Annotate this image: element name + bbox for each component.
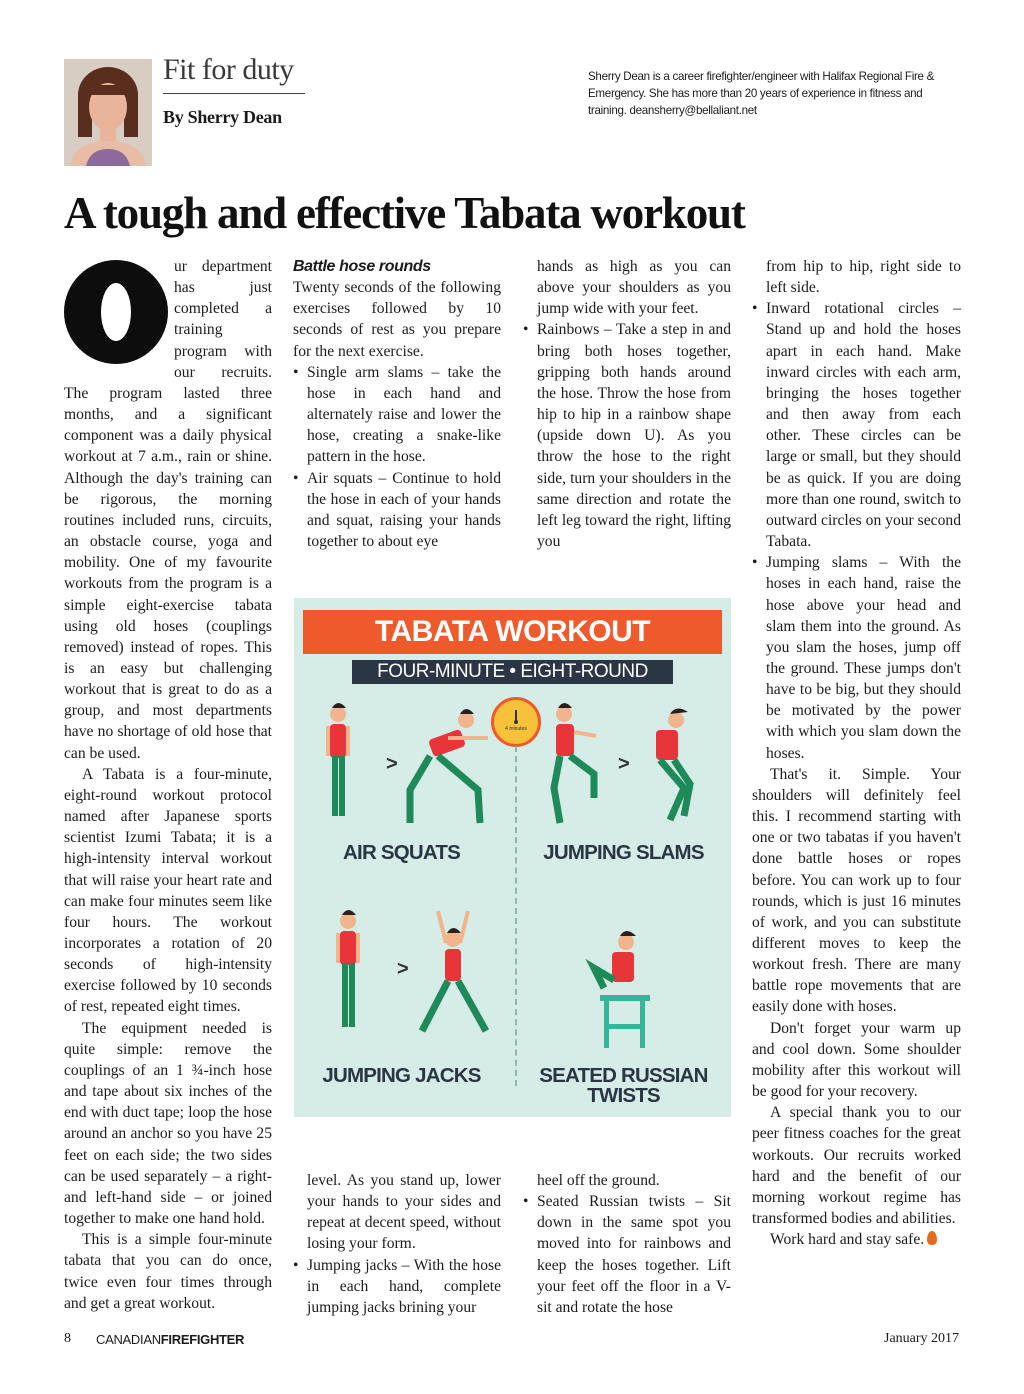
- page-number: 8: [64, 1331, 71, 1346]
- paragraph: [64, 256, 272, 764]
- column-2-top: [293, 256, 501, 552]
- list-item: • Seated Russian twists – Sit down in the same spot you moved into for rainbows and keep the hoses together. Lift your feet off the floor in a V-sit and rotate the hose: [523, 1191, 731, 1318]
- list-item: • Inward rotational circles – Stand up and hold the hoses apart in each hand. Make inward circles with each arm, bringing the hoses together and then away from each other. These circles can be large or small, but they should be as quick. If you are doing more than one round, switch to outward circles on your second Tabata.: [752, 298, 961, 552]
- paragraph: A Tabata is a four-minute, eight-round workout protocol named after Japanese sports scientist Izumi Tabata; it is a high-intensity interval workout that will raise your heart rate and can make four minutes seem like four hours. The workout incorporates a rotation of 20 seconds of high-intensity exercise followed by 10 seconds of rest, repeated eight times.: [64, 765, 272, 1016]
- paragraph: That's it. Simple. Your shoulders will definitely feel this. I recommend starting with one or two tabatas if you haven't done battle hoses or ropes before. You can work up to four rounds, which is just 16 minutes of work, and you can substitute different moves to keep the workout fresh. There are many battle rope movements that are easily done with hoses.: [752, 765, 961, 1016]
- exercise-label-air-squats: AIR SQUATS: [343, 841, 460, 864]
- list-item: • Air squats – Continue to hold the hose in each of your hands and squat, raising your hands together to about eye: [293, 468, 501, 553]
- column-1: [64, 256, 272, 1314]
- closing-text: Work hard and stay safe.: [770, 1231, 925, 1249]
- arrow-icon: >: [397, 958, 409, 980]
- exercise-list: [752, 298, 961, 763]
- tabata-infographic: [294, 598, 731, 1117]
- subhead: Battle hose rounds: [293, 258, 431, 275]
- exercise-label-seated-russian-twists: SEATED RUSSIAN TWISTS: [539, 1064, 708, 1107]
- infographic-subtitle: FOUR-MINUTE • EIGHT-ROUND: [352, 660, 673, 684]
- arrow-icon: >: [618, 753, 630, 775]
- exercise-list: [523, 1191, 731, 1318]
- paragraph: A special thank you to our peer fitness coaches for the great workouts. Our recruits worked hard and the benefit of our morning workout regime has transformed bodies and abilities.: [752, 1104, 961, 1228]
- column-name: Fit for duty: [163, 53, 294, 86]
- byline: By Sherry Dean: [163, 107, 282, 127]
- air-squats-figures: [318, 698, 498, 838]
- seated-russian-twists-figure: [574, 928, 684, 1058]
- clock-label: 4 minutes: [505, 726, 527, 732]
- drop-cap-o: [64, 260, 168, 364]
- closing-paragraph: [752, 1229, 961, 1250]
- column-4: [752, 256, 961, 1250]
- exercise-list: [523, 319, 731, 552]
- paragraph: hands as high as you can above your shoulders as you jump wide with your feet.: [537, 258, 731, 318]
- author-bio: Sherry Dean is a career firefighter/engineer with Halifax Regional Fire & Emergency. She has more than 20 years of experience in fitness and training. deansherry@bellaliant.net: [588, 70, 935, 117]
- arrow-icon: >: [386, 753, 398, 775]
- flame-icon: [927, 1231, 937, 1245]
- dashed-divider: [515, 746, 517, 1086]
- column-3-top: [523, 256, 731, 552]
- paragraph: Don't forget your warm up and cool down. Some shoulder mobility after this workout will be good for your recovery.: [752, 1019, 961, 1101]
- paragraph: This is a simple four-minute tabata that you can do once, twice even four times through and get a great workout.: [64, 1231, 272, 1312]
- list-item: • Jumping slams – With the hoses in each hand, raise the hose above your head and slam them into the ground. As you slam the hoses, jump off the ground. These jumps don't have to be big, but they should be motivated by the power with which you slam down the hoses.: [752, 552, 961, 764]
- paragraph: The equipment needed is quite simple: remove the couplings of an 1 ¾-inch hose and tape about six inches of the end with duct tape; loop the hose around an anchor so you have 25 feet on each side; the two sides can be used separately – a right- and left-hand side – or joined together to make one hand hold.: [64, 1019, 272, 1228]
- headline: A tough and effective Tabata workout: [64, 188, 745, 238]
- paragraph: from hip to hip, right side to left side.: [766, 258, 961, 297]
- magazine-name: [96, 1332, 244, 1347]
- column-2-bottom: [293, 1170, 501, 1318]
- paragraph: level. As you stand up, lower your hands to your sides and repeat at decent speed, without losing your form.: [307, 1172, 501, 1253]
- exercise-label-jumping-jacks: JUMPING JACKS: [322, 1064, 481, 1087]
- list-item: • Jumping jacks – With the hose in each hand, complete jumping jacks brining your: [293, 1255, 501, 1318]
- jumping-jacks-figures: [318, 903, 508, 1053]
- exercise-label-jumping-slams: JUMPING SLAMS: [543, 841, 704, 864]
- paragraph: Twenty seconds of the following exercises followed by 10 seconds of rest as you prepare for the next exercise.: [293, 279, 501, 360]
- exercise-list: [293, 1255, 501, 1318]
- magazine-prefix: CANADIAN: [96, 1332, 161, 1347]
- paragraph-text: ur department has just completed a training program with our recruits. The program lasted three months, and a significant component was a daily physical workout at 7 a.m., rain or shine. Although the day's training can be rigorous, the morning routines included runs, circuits, an obstacle course, yoga and mobility. One of my favourite workouts from the program is a simple eight-exercise tabata using old hoses (couplings removed) instead of ropes. This is an easy but challenging workout that is great to do as a group, and most departments have no shortage of old hose that can be used.: [64, 258, 272, 762]
- paragraph: heel off the ground.: [537, 1172, 660, 1189]
- exercise-list: [293, 362, 501, 552]
- column-3-bottom: [523, 1170, 731, 1318]
- list-item: • Single arm slams – take the hose in each hand and alternately raise and lower the hose, creating a snake-like pattern in the hose.: [293, 362, 501, 468]
- column-rule: [163, 93, 305, 94]
- author-portrait: [64, 59, 152, 166]
- magazine-bold: FIREFIGHTER: [160, 1332, 245, 1347]
- issue-date: January 2017: [884, 1331, 960, 1346]
- list-item: • Rainbows – Take a step in and bring both hoses together, gripping both hands around the hose. Throw the hose from hip to hip in a rainbow shape (upside down U). As you throw the hose to the right side, turn your shoulders in the same direction and rotate the left leg toward the right, lifting you: [523, 319, 731, 552]
- infographic-title: TABATA WORKOUT: [303, 610, 722, 654]
